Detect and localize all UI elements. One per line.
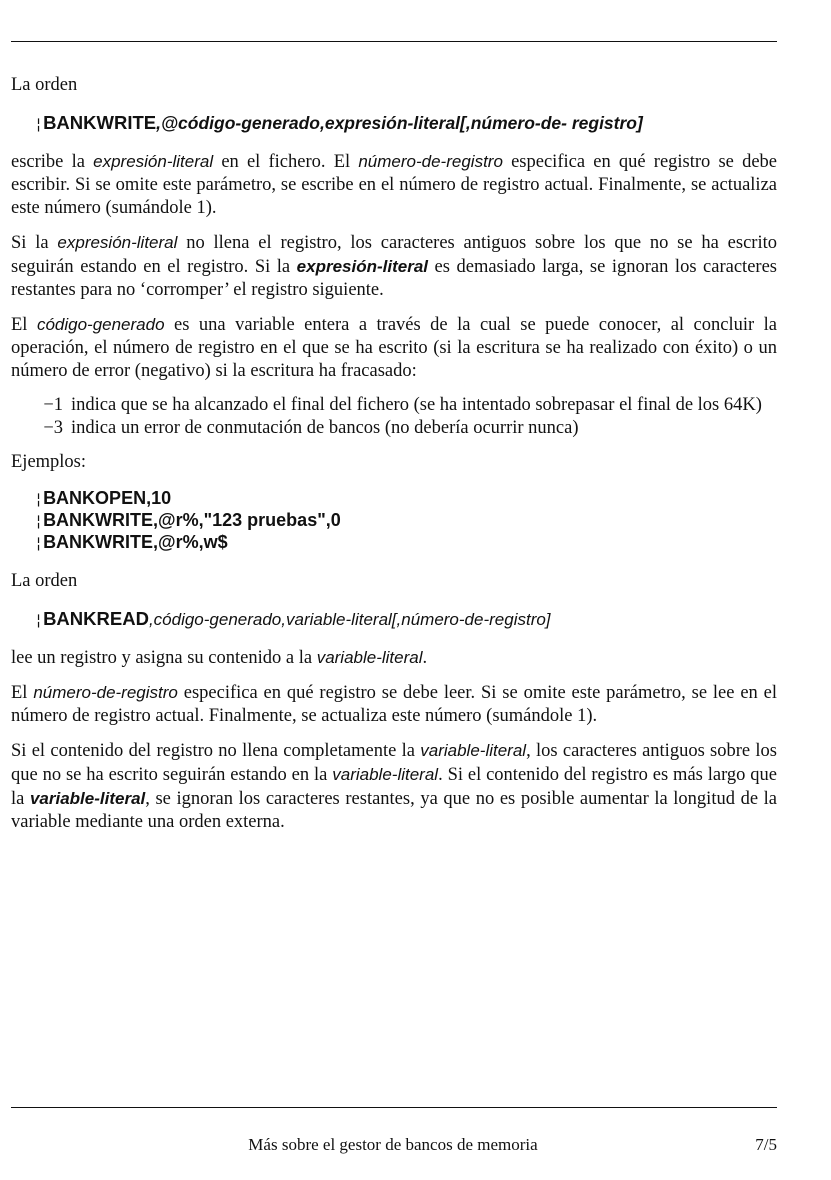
examples-block xyxy=(36,488,777,554)
example-line xyxy=(36,510,777,532)
read-record-number-paragraph xyxy=(11,681,777,728)
bankread-args: ,código-generado,variable-literal[,número-de-registro] xyxy=(148,610,551,629)
examples-heading: Ejemplos: xyxy=(11,452,87,472)
example-line xyxy=(36,532,777,554)
term-codigo-generado: código-generado xyxy=(36,315,165,334)
example-line xyxy=(36,488,777,510)
text-run: Si la xyxy=(11,233,58,253)
term-numero-de-registro: número-de-registro xyxy=(358,152,503,171)
text-run: , se ignoran los caracteres restantes, ya que no es posible aumentar la longitud de la variable mediante una orden externa. xyxy=(11,789,777,832)
example-code: BANKOPEN,10 xyxy=(43,488,172,508)
bankread-syntax xyxy=(36,607,777,632)
text-run: lee un registro y asigna su contenido a la xyxy=(11,648,317,668)
intro-paragraph-2: La orden xyxy=(11,571,78,591)
text-run: . xyxy=(422,648,428,668)
bar-prefix: ¦ xyxy=(36,490,42,508)
header-rule xyxy=(11,41,777,42)
page-number: 7/5 xyxy=(755,1135,777,1154)
error-code: −3 xyxy=(43,418,63,438)
text-run: Si el contenido del registro no llena completamente la xyxy=(11,741,421,761)
bar-prefix: ¦ xyxy=(36,611,42,629)
text-run: es una variable entera a través de la cual se puede conocer, al concluir la operación, el número de registro en el que se ha escrito (si la escritura se ha realizado con éxito) o un número de error (negativo) si la escritura ha fracasado: xyxy=(11,315,777,381)
text-run: . Si el contenido del registro es más largo que la xyxy=(11,765,777,809)
footer-rule xyxy=(11,1107,777,1108)
bankread-description xyxy=(11,646,777,670)
text-run: El xyxy=(11,683,34,703)
term-variable-literal: variable-literal xyxy=(316,648,423,667)
example-code: BANKWRITE,@r%,"123 pruebas",0 xyxy=(43,510,341,530)
term-variable-literal: variable-literal xyxy=(332,765,439,784)
list-item xyxy=(11,394,777,417)
footer-title: Más sobre el gestor de bancos de memoria xyxy=(248,1135,538,1154)
bankwrite-syntax xyxy=(36,111,777,136)
list-item xyxy=(11,417,777,440)
bankwrite-keyword: BANKWRITE xyxy=(43,112,157,133)
bar-prefix: ¦ xyxy=(36,115,42,133)
text-run: en el fichero. El xyxy=(213,152,359,172)
error-description: indica un error de conmutación de bancos (no debería ocurrir nunca) xyxy=(71,418,579,438)
read-overflow-paragraph xyxy=(11,739,777,834)
term-variable-literal: variable-literal xyxy=(29,789,146,808)
error-description: indica que se ha alcanzado el final del fichero (se ha intentado sobrepasar el final de los 64K) xyxy=(71,395,762,415)
text-run: , los caracteres antiguos sobre los que no se ha escrito seguirán estando en la xyxy=(11,741,778,785)
example-code: BANKWRITE,@r%,w$ xyxy=(43,532,228,552)
page-body xyxy=(11,74,777,845)
intro-paragraph-1: La orden xyxy=(11,75,78,95)
bar-prefix: ¦ xyxy=(36,534,42,552)
term-expresion-literal: expresión-literal xyxy=(296,257,428,276)
bankwrite-description xyxy=(11,150,777,220)
overflow-paragraph xyxy=(11,231,777,302)
text-run: especifica en qué registro se debe leer. Si se omite este parámetro, se lee en el número de registro actual. Finalmente, se actualiza este número (sumándole 1). xyxy=(11,683,777,726)
text-run: especifica en qué registro se debe escribir. Si se omite este parámetro, se escribe en el número de registro actual. Finalmente, se actualiza este número (sumándole 1). xyxy=(11,152,778,218)
text-run: escribe la xyxy=(11,152,94,172)
bankwrite-args: ,@código-generado,expresión-literal[,número-de- registro] xyxy=(156,113,643,133)
term-expresion-literal: expresión-literal xyxy=(57,233,178,252)
error-code: −1 xyxy=(43,395,63,415)
term-variable-literal: variable-literal xyxy=(420,741,527,760)
text-run: El xyxy=(11,315,37,335)
text-run: es demasiado larga, se ignoran los caracteres restantes para no ‘corromper’ el registro siguiente. xyxy=(11,257,777,300)
bankread-keyword: BANKREAD xyxy=(43,608,149,629)
term-numero-de-registro: número-de-registro xyxy=(33,683,178,702)
error-code-list xyxy=(11,394,777,440)
term-expresion-literal: expresión-literal xyxy=(93,152,214,171)
text-run: no llena el registro, los caracteres antiguos sobre los que no se ha escrito seguirán estando en el registro. Si la xyxy=(11,233,777,277)
bar-prefix: ¦ xyxy=(36,512,42,530)
codigo-generado-paragraph xyxy=(11,313,777,383)
